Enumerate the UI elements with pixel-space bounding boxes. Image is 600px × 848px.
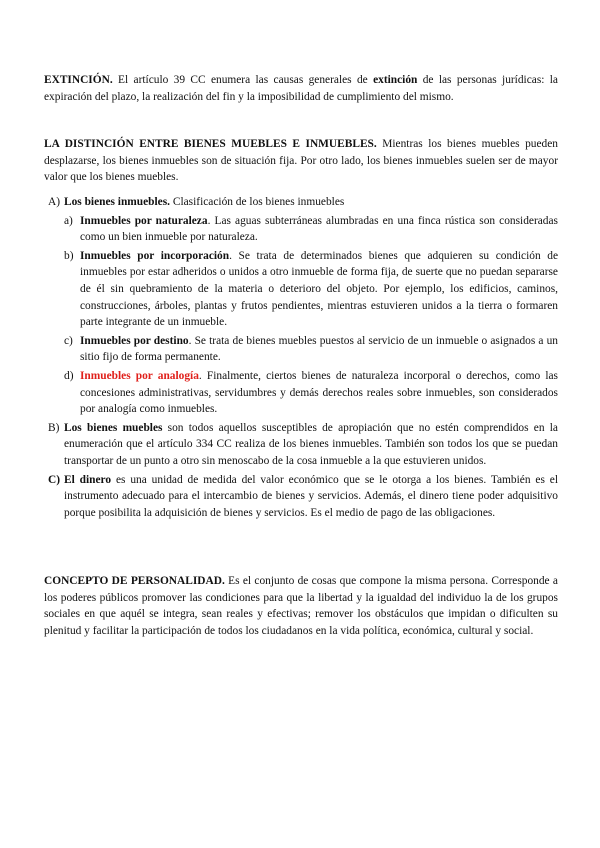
- sub-item-d: [44, 368, 558, 418]
- list-item-b: [44, 420, 558, 470]
- sub-marker: d): [64, 369, 74, 382]
- sub-item-text: . Se trata de bienes muebles puestos al servicio de un inmueble o asignados a un sitio fijo de forma permanente.: [80, 334, 558, 364]
- personalidad-text: Es el conjunto de cosas que compone la misma persona. Corresponde a los poderes públicos promover las condiciones para que la libertad y la igualdad del individuo la de los grupos sociales en que aquél se integra, sean reales y efectivas; remover los obstáculos que impidan o dificulten su plenitud y facilitar la participación de todos los ciudadanos en la vida política, económica, cultural y social.: [44, 575, 558, 637]
- extincion-heading: EXTINCIÓN.: [44, 74, 113, 86]
- extincion-bold-term: extinción: [373, 74, 418, 86]
- extincion-paragraph: [44, 72, 558, 105]
- personalidad-paragraph: [44, 573, 558, 639]
- sub-item-text: . Se trata de determinados bienes que adquieren su condición de inmuebles por estar adheridos o unidos a otro inmueble de forma fija, de suerte que no puedan separarse de él sin quebramiento de la materia o deterioro del objeto. Por ejemplo, los edificios, caminos, construcciones, árboles, plantas y frutos pendientes, mientras estuvieren unidos a la tierra o formaren parte integrante de un inmueble.: [80, 249, 558, 329]
- list-item-heading: El dinero: [64, 473, 112, 486]
- sub-item-heading: Inmuebles por destino: [80, 334, 189, 347]
- sub-marker: b): [64, 249, 74, 262]
- list-item-heading: Los bienes inmuebles.: [64, 196, 171, 208]
- list-marker: C): [48, 473, 61, 486]
- sub-item-c: [44, 333, 558, 366]
- list-item-c: [44, 472, 558, 522]
- bienes-list: [44, 194, 558, 523]
- list-marker: A): [48, 196, 61, 208]
- distincion-paragraph: [44, 136, 558, 186]
- sub-item-heading: Inmuebles por incorporación: [80, 249, 230, 262]
- personalidad-heading: CONCEPTO DE PERSONALIDAD.: [44, 575, 225, 587]
- distincion-heading: LA DISTINCIÓN ENTRE BIENES MUEBLES E INMUEBLES.: [44, 138, 377, 150]
- list-item-text: Clasificación de los bienes inmuebles: [170, 196, 345, 208]
- list-item-text: son todos aquellos susceptibles de apropiación que no estén comprendidos en la enumeración que el artículo 334 CC realiza de los bienes inmuebles. También son todos los que se puedan transportar de un punto a otro sin menoscabo de la cosa inmueble a la que estuvieren unidos.: [64, 421, 558, 467]
- distincion-text: Mientras los bienes muebles pueden desplazarse, los bienes inmuebles son de situación fija. Por otro lado, los bienes inmuebles suelen ser de mayor valor que los bienes muebles.: [44, 138, 558, 184]
- sub-item-a: [44, 213, 558, 246]
- sub-item-text: . Finalmente, ciertos bienes de naturaleza incorporal o derechos, como las concesiones administrativas, servidumbres y demás derechos reales sobre inmuebles, son considerados por analogía como inmuebles.: [80, 369, 558, 416]
- extincion-text-continued: de las personas jurídicas: la expiración del plazo, la realización del fin y la imposibilidad de cumplimiento del mismo.: [44, 74, 558, 103]
- list-item-a: [44, 194, 558, 211]
- sub-marker: a): [64, 214, 73, 227]
- list-item-text: es una unidad de medida del valor económico que se le otorga a los bienes. También es el instrumento adecuado para el intercambio de bienes y servicios. Además, el dinero tiene poder adquisitivo porque posibilita la adquisición de bienes y servicios. Es el medio de pago de las obligaciones.: [64, 473, 559, 519]
- list-marker: B): [48, 421, 60, 434]
- sub-item-heading-highlighted: Inmuebles por analogía: [80, 369, 199, 382]
- sub-item-b: [44, 248, 558, 331]
- extincion-text: El artículo 39 CC enumera las causas generales de: [112, 74, 374, 86]
- list-item-heading: Los bienes muebles: [64, 421, 163, 434]
- sub-item-heading: Inmuebles por naturaleza: [80, 214, 208, 227]
- sub-marker: c): [64, 334, 73, 347]
- sub-item-text: . Las aguas subterráneas alumbradas en una finca rústica son consideradas como un bien inmueble por naturaleza.: [80, 214, 558, 244]
